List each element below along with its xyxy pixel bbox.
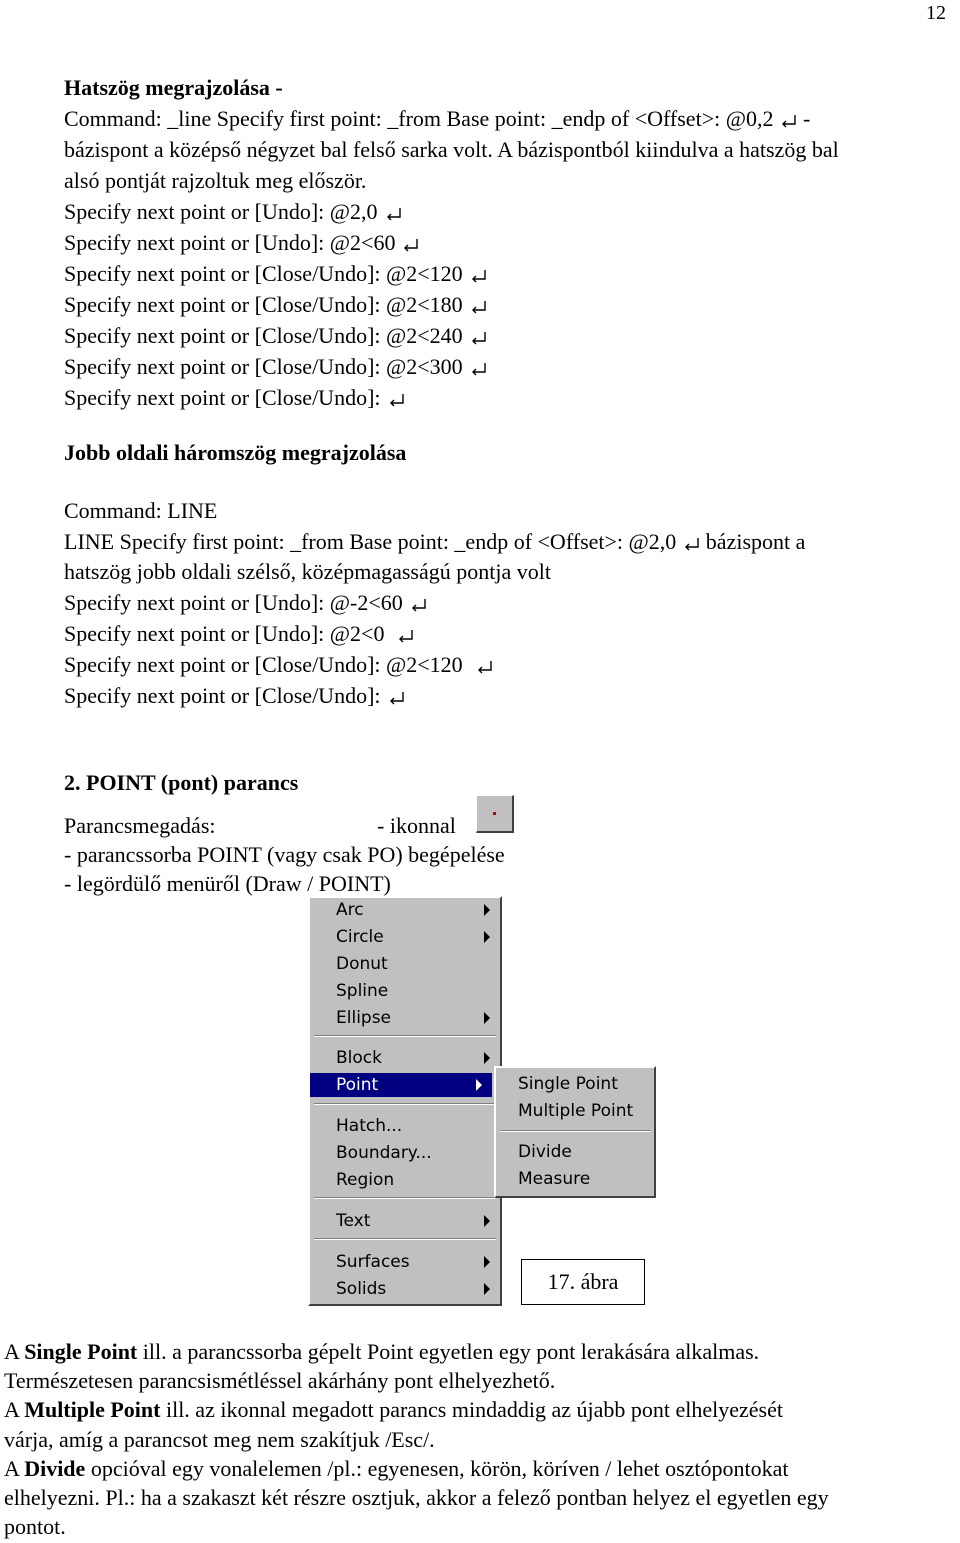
triangle-step (64, 618, 414, 649)
menu-item-block[interactable] (310, 1046, 500, 1070)
submenu-arrow-icon (484, 1215, 490, 1227)
desc-line (4, 1453, 789, 1484)
menu-item-label: Arc (336, 900, 364, 920)
menu-item-spline[interactable] (310, 979, 500, 1003)
hexagon-step (64, 196, 402, 227)
menu-item-text[interactable] (310, 1209, 500, 1233)
enter-key-icon (389, 393, 405, 407)
hexagon-command-line (64, 103, 810, 134)
menu-item-arc[interactable] (310, 898, 500, 922)
hexagon-desc-line1: bázispont a középső négyzet bal felső sarka volt. A bázispontból kiindulva a hatszög bal (64, 137, 839, 162)
desc-text: ill. az ikonnal megadott parancs mindaddig az újabb pont elhelyezését (160, 1397, 783, 1422)
submenu-arrow-icon (484, 1283, 490, 1295)
point-section-heading: 2. POINT (pont) parancs (64, 770, 299, 795)
enter-key-icon (471, 331, 487, 345)
menu-item-solids[interactable] (310, 1277, 500, 1301)
triangle-step (64, 587, 427, 618)
hexagon-desc-line2: alsó pontját rajzoltuk meg először. (64, 168, 367, 193)
submenu-item-multiple-point[interactable] (496, 1099, 654, 1123)
desc-text: A (4, 1397, 25, 1422)
desc-line: elhelyezni. Pl.: ha a szakaszt két részre osztjuk, akkor a felező pontban helyez el egyetlen egy (4, 1485, 829, 1510)
triangle-desc: hatszög jobb oldali szélső, középmagasságú pontja volt (64, 559, 551, 584)
menu-item-label: Block (336, 1048, 382, 1068)
submenu-item-divide[interactable] (496, 1140, 654, 1164)
desc-text: ill. a parancssorba gépelt Point egyetlen egy pont lerakására alkalmas. (137, 1339, 760, 1364)
desc-term-single-point: Single Point (24, 1339, 138, 1364)
hexagon-step (64, 351, 487, 382)
menu-item-label: Text (336, 1211, 371, 1231)
hexagon-step-text: Specify next point or [Close/Undo]: @2<120 (64, 261, 463, 286)
entry-label: Parancsmegadás: (64, 813, 216, 838)
hexagon-step-text: Specify next point or [Close/Undo]: (64, 385, 381, 410)
hexagon-step (64, 320, 487, 351)
hexagon-step-text: Specify next point or [Undo]: @2<60 (64, 230, 396, 255)
menu-item-label: Region (336, 1170, 395, 1190)
desc-text: A (4, 1339, 25, 1364)
triangle-command (64, 495, 217, 526)
triangle-line-command (64, 526, 805, 557)
menu-item-label: Solids (336, 1279, 387, 1299)
submenu-separator (500, 1130, 650, 1132)
submenu-item-single-point[interactable] (496, 1072, 654, 1096)
desc-line (4, 1394, 783, 1425)
menu-item-donut[interactable] (310, 952, 500, 976)
triangle-step (64, 680, 405, 711)
menu-item-label: Surfaces (336, 1252, 410, 1272)
triangle-step-text: Specify next point or [Close/Undo]: (64, 683, 381, 708)
point-toolbar-icon[interactable] (476, 795, 514, 833)
menu-item-region[interactable] (310, 1168, 500, 1192)
triangle-command-value: LINE (167, 498, 218, 523)
submenu-item-measure[interactable] (496, 1167, 654, 1191)
menu-item-circle[interactable] (310, 925, 500, 949)
desc-term-multiple-point: Multiple Point (24, 1397, 161, 1422)
figure-caption: 17. ábra (521, 1259, 645, 1305)
enter-key-icon (781, 114, 797, 128)
enter-key-icon (471, 269, 487, 283)
desc-line: Természetesen parancsismétléssel akárhány pont elhelyezhető. (4, 1368, 556, 1393)
hexagon-step-text: Specify next point or [Close/Undo]: @2<180 (64, 292, 463, 317)
menu-separator (314, 1197, 496, 1199)
triangle-step-text: Specify next point or [Close/Undo]: @2<120 (64, 652, 463, 677)
submenu-item-label: Single Point (518, 1074, 618, 1094)
triangle-step-text: Specify next point or [Undo]: @2<0 (64, 621, 385, 646)
enter-key-icon (386, 207, 402, 221)
hexagon-step-text: Specify next point or [Close/Undo]: @2<300 (64, 354, 463, 379)
menu-item-label: Donut (336, 954, 388, 974)
enter-key-icon (471, 300, 487, 314)
triangle-step (64, 649, 493, 680)
submenu-arrow-icon (484, 931, 490, 943)
submenu-arrow-icon (484, 904, 490, 916)
hexagon-step-text: Specify next point or [Close/Undo]: @2<240 (64, 323, 463, 348)
menu-item-label: Hatch... (336, 1116, 403, 1136)
enter-key-icon (398, 629, 414, 643)
menu-separator (314, 1103, 496, 1105)
submenu-item-label: Divide (518, 1142, 572, 1162)
enter-key-icon (471, 362, 487, 376)
menu-item-hatch[interactable] (310, 1114, 500, 1138)
page-number: 12 (926, 2, 946, 24)
menu-separator (314, 1035, 496, 1037)
desc-term-divide: Divide (24, 1456, 86, 1481)
triangle-title: Jobb oldali háromszög megrajzolása (64, 440, 407, 465)
desc-line (4, 1336, 759, 1367)
point-submenu (494, 1066, 656, 1198)
hexagon-command-text: Command: _line Specify first point: _from Base point: _endp of <Offset>: @0,2 (64, 106, 774, 131)
menu-item-label: Boundary... (336, 1143, 432, 1163)
menu-item-ellipse[interactable] (310, 1006, 500, 1030)
submenu-item-label: Measure (518, 1169, 591, 1189)
menu-item-label: Ellipse (336, 1008, 392, 1028)
desc-line: várja, amíg a parancsot meg nem szakítjuk /Esc/. (4, 1427, 435, 1452)
desc-text: A (4, 1456, 25, 1481)
submenu-arrow-icon (484, 1256, 490, 1268)
menu-separator (314, 1238, 496, 1240)
draw-menu (308, 896, 502, 1306)
hexagon-command-tail: - (802, 106, 811, 131)
triangle-step-text: Specify next point or [Undo]: @-2<60 (64, 590, 403, 615)
menu-item-surfaces[interactable] (310, 1250, 500, 1274)
submenu-arrow-icon (484, 1012, 490, 1024)
menu-item-label: Spline (336, 981, 389, 1001)
enter-key-icon (411, 598, 427, 612)
enter-key-icon (389, 691, 405, 705)
desc-text: opcióval egy vonalelemen /pl.: egyenesen, körön, köríven / lehet osztópontokat (85, 1456, 789, 1481)
submenu-item-label: Multiple Point (518, 1101, 634, 1121)
menu-item-point[interactable] (310, 1073, 492, 1097)
enter-key-icon (477, 660, 493, 674)
submenu-arrow-icon (484, 1052, 490, 1064)
entry-cmdline: - parancssorba POINT (vagy csak PO) begépelése (64, 842, 505, 867)
hexagon-step (64, 227, 419, 258)
entry-icon-text: - ikonnal (377, 813, 456, 838)
menu-item-label: Circle (336, 927, 384, 947)
triangle-command-label: Command: (64, 498, 168, 523)
desc-line: pontot. (4, 1514, 66, 1539)
menu-item-boundary[interactable] (310, 1141, 500, 1165)
triangle-line-text: LINE Specify first point: _from Base point: _endp of <Offset>: @2,0 (64, 529, 677, 554)
entry-menu: - legördülő menüről (Draw / POINT) (64, 871, 391, 896)
enter-key-icon (684, 537, 700, 551)
hexagon-step (64, 289, 487, 320)
enter-key-icon (403, 238, 419, 252)
hexagon-title: Hatszög megrajzolása - (64, 75, 283, 100)
menu-item-label: Point (336, 1075, 379, 1095)
hexagon-step-text: Specify next point or [Undo]: @2,0 (64, 199, 378, 224)
hexagon-step (64, 258, 487, 289)
triangle-line-tail: bázispont a (705, 529, 806, 554)
submenu-arrow-icon (476, 1079, 482, 1091)
hexagon-step (64, 382, 405, 413)
point-dot (493, 812, 496, 815)
